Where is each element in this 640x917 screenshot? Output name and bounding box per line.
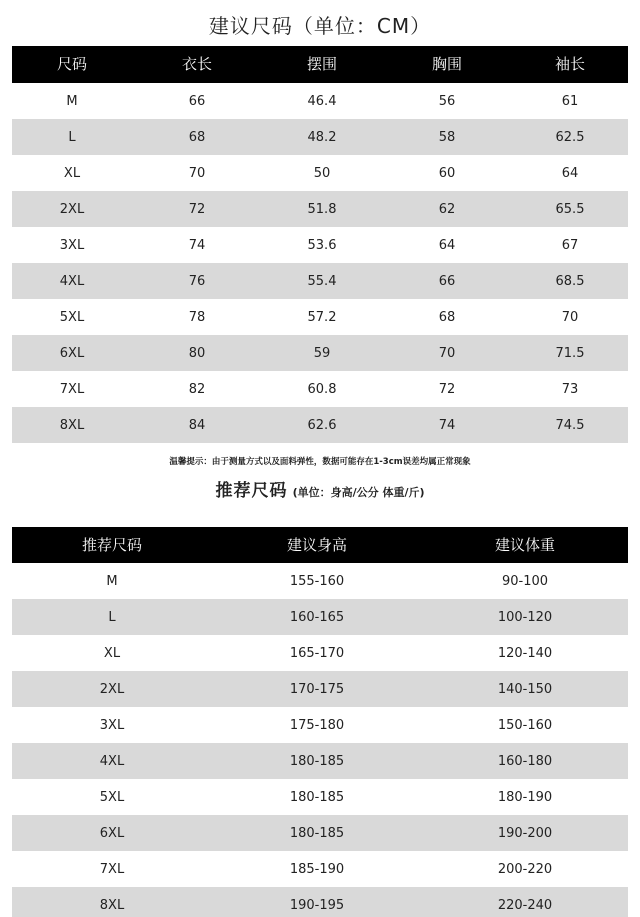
table-cell: 100-120	[497, 609, 553, 625]
header-cell: 推荐尺码	[81, 535, 142, 554]
table-cell: XL	[63, 165, 81, 181]
table-cell: 55.4	[307, 273, 337, 289]
table-cell: 180-190	[497, 789, 553, 805]
table-cell: 66	[438, 273, 456, 289]
table-cell: 2XL	[99, 681, 125, 697]
table-row	[12, 815, 628, 851]
table-cell: M	[106, 573, 118, 589]
table-cell: 57.2	[307, 309, 337, 325]
header-cell: 建议体重	[494, 535, 555, 554]
table-row	[12, 563, 628, 599]
table-cell: 58	[438, 129, 456, 145]
table-cell: 155-160	[289, 573, 345, 589]
table-cell: 5XL	[99, 789, 125, 805]
table-cell: 180-185	[289, 753, 345, 769]
table-cell: 7XL	[59, 381, 85, 397]
table-cell: 140-150	[497, 681, 553, 697]
table-cell: 78	[188, 309, 206, 325]
table-cell: 53.6	[307, 237, 337, 253]
table-cell: 220-240	[497, 897, 553, 913]
table-row	[12, 371, 628, 407]
table-cell: 8XL	[99, 897, 125, 913]
header-cell: 摆围	[306, 55, 337, 73]
table-row	[12, 227, 628, 263]
table-cell: 74	[188, 237, 206, 253]
table-cell: 70	[438, 345, 456, 361]
table-cell: 6XL	[99, 825, 125, 841]
table-row	[12, 779, 628, 815]
table-cell: 67	[561, 237, 579, 253]
table-row	[12, 191, 628, 227]
table-cell: 51.8	[307, 201, 337, 217]
table-cell: 60.8	[307, 381, 337, 397]
table-cell: 73	[561, 381, 579, 397]
table-cell: 68	[438, 309, 456, 325]
table-row	[12, 851, 628, 887]
table-cell: 50	[313, 165, 331, 181]
table-cell: 62	[438, 201, 456, 217]
table-cell: 76	[188, 273, 206, 289]
table-cell: 190-195	[289, 897, 345, 913]
table-row	[12, 119, 628, 155]
table-cell: 90-100	[501, 573, 549, 589]
table-cell: 150-160	[497, 717, 553, 733]
table-cell: 62.5	[555, 129, 585, 145]
table-cell: L	[68, 129, 76, 145]
table-cell: 80	[188, 345, 206, 361]
table-row	[12, 887, 628, 917]
table-cell: 74.5	[555, 417, 585, 433]
recommend-table-header	[12, 527, 628, 563]
table-cell: 175-180	[289, 717, 345, 733]
recommend-table-title	[0, 476, 640, 501]
table-row	[12, 155, 628, 191]
header-cell: 尺码	[56, 55, 87, 73]
table-cell: 60	[438, 165, 456, 181]
table-cell: 61	[561, 93, 579, 109]
header-cell: 袖长	[554, 55, 585, 73]
table-cell: M	[66, 93, 78, 109]
table-cell: 4XL	[99, 753, 125, 769]
table-cell: XL	[103, 645, 121, 661]
header-cell: 衣长	[181, 55, 212, 73]
recommend-title-text: 推荐尺码	[215, 481, 288, 501]
table-cell: 82	[188, 381, 206, 397]
table-cell: 160-165	[289, 609, 345, 625]
table-row	[12, 671, 628, 707]
table-cell: 5XL	[59, 309, 85, 325]
table-cell: 7XL	[99, 861, 125, 877]
table-cell: 84	[188, 417, 206, 433]
table-cell: 4XL	[59, 273, 85, 289]
table-cell: 74	[438, 417, 456, 433]
table-row	[12, 263, 628, 299]
table-cell: 66	[188, 93, 206, 109]
table-cell: 72	[438, 381, 456, 397]
table-cell: 59	[313, 345, 331, 361]
header-cell: 建议身高	[286, 535, 347, 554]
table-cell: 48.2	[307, 129, 337, 145]
table-cell: 6XL	[59, 345, 85, 361]
table-cell: 65.5	[555, 201, 585, 217]
table-row	[12, 635, 628, 671]
header-cell: 胸围	[431, 55, 462, 73]
table-cell: 68	[188, 129, 206, 145]
table-cell: L	[108, 609, 116, 625]
table-cell: 3XL	[99, 717, 125, 733]
recommend-unit-text: (单位：身高/公分 体重/斤)	[292, 486, 425, 499]
table-cell: 180-185	[289, 825, 345, 841]
table-cell: 70	[561, 309, 579, 325]
table-cell: 71.5	[555, 345, 585, 361]
size-table-header	[12, 46, 628, 83]
table-cell: 68.5	[555, 273, 585, 289]
table-cell: 62.6	[307, 417, 337, 433]
table-cell: 190-200	[497, 825, 553, 841]
table-cell: 64	[438, 237, 456, 253]
table-row	[12, 407, 628, 443]
table-cell: 72	[188, 201, 206, 217]
size-table	[12, 46, 628, 443]
size-table-title: 建议尺码（单位：CM）	[208, 14, 432, 38]
table-row	[12, 599, 628, 635]
table-cell: 64	[561, 165, 579, 181]
table-cell: 120-140	[497, 645, 553, 661]
table-cell: 185-190	[289, 861, 345, 877]
table-row	[12, 707, 628, 743]
table-row	[12, 335, 628, 371]
table-row	[12, 83, 628, 119]
table-cell: 170-175	[289, 681, 345, 697]
table-cell: 180-185	[289, 789, 345, 805]
table-cell: 56	[438, 93, 456, 109]
table-cell: 46.4	[307, 93, 337, 109]
table-cell: 2XL	[59, 201, 85, 217]
table-cell: 160-180	[497, 753, 553, 769]
table-cell: 8XL	[59, 417, 85, 433]
table-cell: 3XL	[59, 237, 85, 253]
table-row	[12, 743, 628, 779]
measurement-note: 温馨提示：由于测量方式以及面料弹性，数据可能存在1-3cm误差均属正常现象	[169, 457, 471, 467]
recommend-table	[12, 527, 628, 917]
table-cell: 200-220	[497, 861, 553, 877]
table-cell: 165-170	[289, 645, 345, 661]
table-row	[12, 299, 628, 335]
table-cell: 70	[188, 165, 206, 181]
